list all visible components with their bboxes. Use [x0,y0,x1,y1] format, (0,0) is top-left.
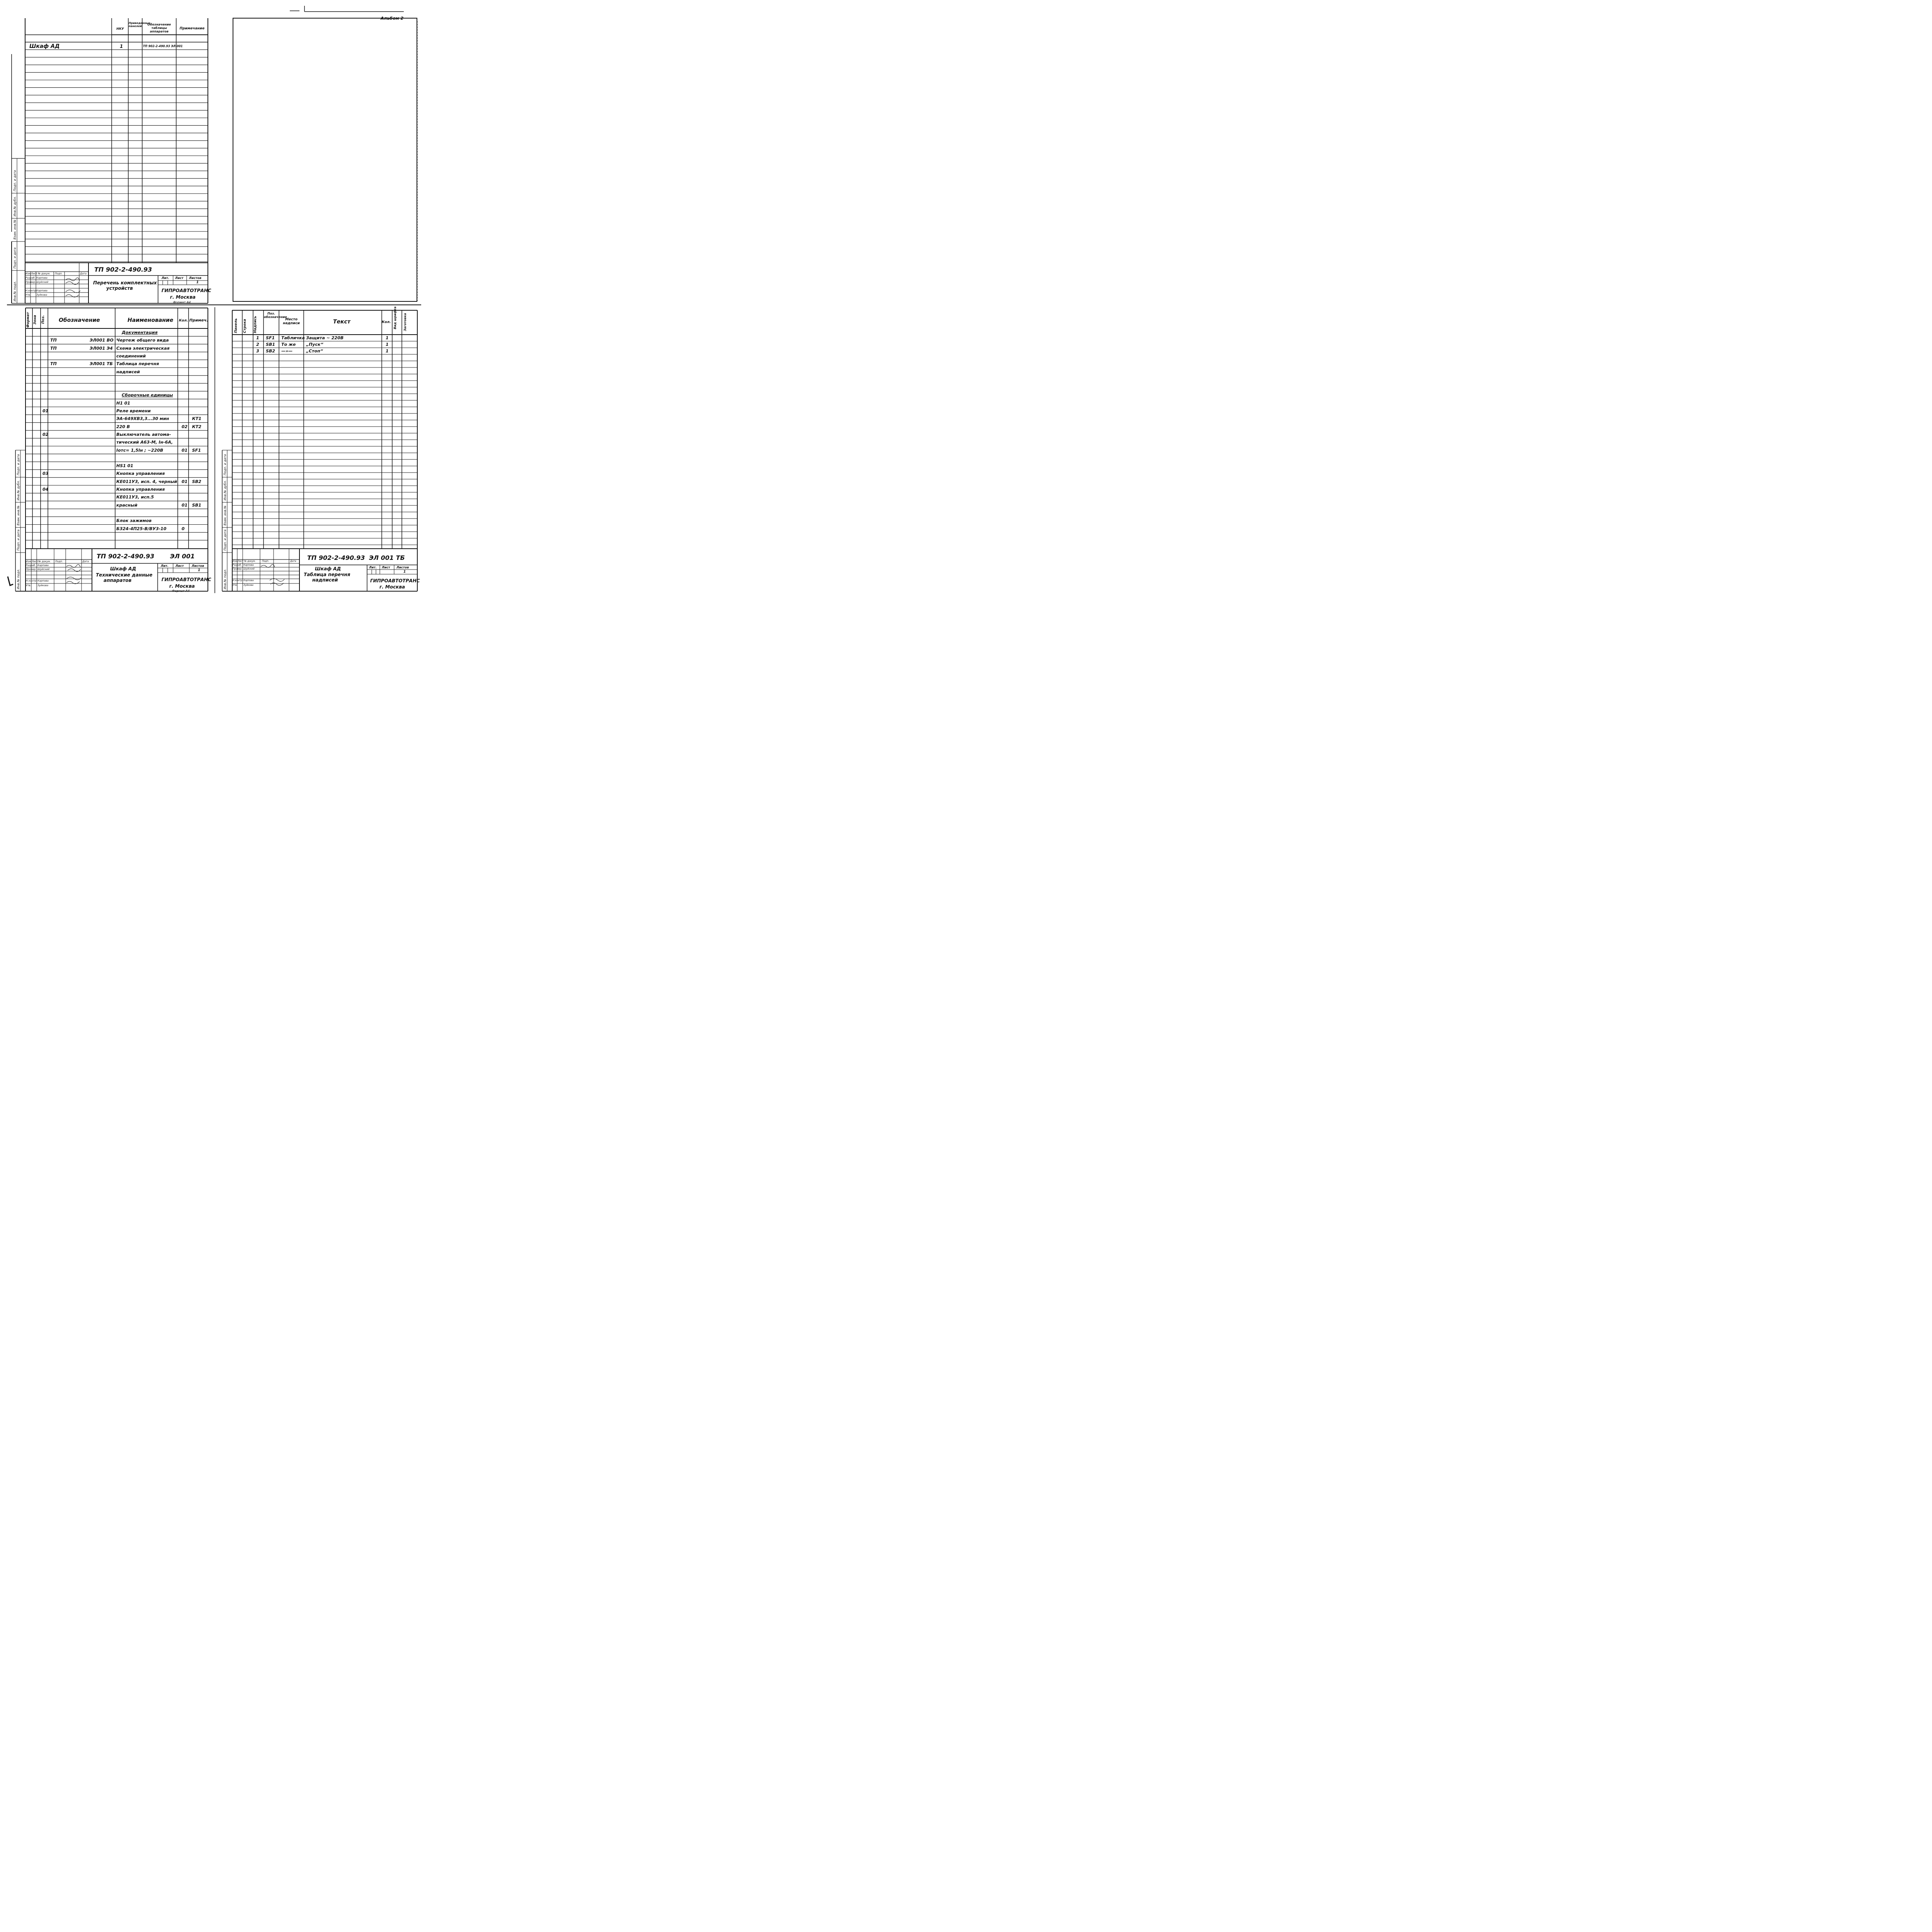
sheet3-cell-pos: 02 [43,432,49,437]
sheet3-stamp-role-4: Н.контр. [26,579,37,582]
sheet1-side-label-1: Инв.№ подл. [13,281,17,301]
sheet3-cell-name: Схема электрическая [116,345,170,351]
sheet1-stamp-city: г. Москва [170,294,196,300]
sheet3-cell-note: SF1 [192,447,201,453]
sheet3-stamp-colhead-list: Лист [32,560,38,563]
sheet1-stamp-role-2: Провер. [26,281,36,284]
sheet3-cell-name: КЕ011У3, исп. 4, черный [116,479,177,484]
sheet4-header-place: Место надписи [283,318,300,325]
sheet4-stamp-colhead-sign: Подп. [262,560,269,563]
sheet3-cell-qty: 02 [182,424,188,429]
sheet3-cell-name: Кнопка управления [116,487,165,492]
sheet1-row-name: Шкаф АД [29,43,60,49]
sheet3-stamp-name-2: Шуйский [37,568,49,571]
sheet4-stamp-lit-label: Лит. [369,566,377,569]
sheet4-cell-qty: 1 [386,335,389,340]
sheet1-stamp-name-2: Шуйский [36,281,48,284]
sheet3-side-label-1: Инв.№ подл. [17,569,20,589]
sheet1-stamp-role-5: Утв. [26,293,31,296]
sheet4-side-label-3: Взам. инв.№ [223,505,227,526]
sheet1-header-designation: Обозначение таблицы аппаратов [147,23,171,34]
sheet1-stamp-org: ГИПРОАВТОТРАНС [162,288,211,293]
sheet4-side-label-1: Инв.№ подл. [223,569,227,589]
sheet3-cell-name: HS1 01 [116,463,133,469]
sheet3-stamp-code2: ЭЛ 001 [170,553,195,560]
sheet1-header-note: Примечание [179,27,205,31]
sheet3-cell-name: красный [116,502,138,508]
sheet4-header-line: Строка [243,319,247,333]
sheet4-cell-pos: SB1 [266,342,275,347]
sheet1-stamp-format: Формат А4 [173,301,191,304]
sheet4-side-label-5: Подп. и дата [223,454,227,475]
sheet1-stamp-sheet-label: Лист [175,276,184,280]
sheet3-cell-qty: 01 [182,447,188,453]
sheet3-stamp-format: Формат А4 [172,589,190,593]
sheet3-header-format: Формат [26,312,30,328]
sheet4-stamp-code: ТП 902-2-490.93 [307,554,365,561]
sheet4-stamp-org: ГИПРОАВТОТРАНС [370,578,420,583]
sheet3-stamp-colhead-izm: Изм [26,560,31,563]
sheet3-header-zone: Зона [33,315,37,325]
sheet1-stamp-colhead-list: Лист [31,272,37,275]
sheet1-side-label-5: Подп. и дата [13,170,17,191]
sheet3-cell-name: 220 В [116,424,130,429]
sheet1-row-designation: ТП 902-2-490.93 ЭЛ.001 [143,44,183,48]
sheet3-cell-pos: 03 [43,471,49,476]
sheet3-cell-prefix: ТП [50,345,57,351]
sheet3-stamp-colhead-sign: Подп. [55,560,63,563]
sheet1-stamp-title-line1: Перечень комплектных [93,280,157,286]
sheet4-cell-pos: SB2 [266,349,275,354]
sheet4-stamp-role-4: Н.контр. [233,579,243,582]
sheet3-stamp-sheets-label: Листов [192,564,204,568]
sheet4-cell-text: Защита ~ 220В [306,335,344,340]
sheet4-cell-inscription: 3 [256,349,259,354]
sheet4-header-blank: Заготовка [403,313,407,331]
sheet4-stamp-role-1: Разраб. [233,564,242,566]
sheet4-header-pos-designation: Поз. обозначение [264,312,287,319]
sheet1-stamp-name-4: Карпова [36,289,48,292]
sheet3-stamp-sheet-label: Лист [175,564,184,568]
sheet4-stamp-name-4: Карпова [243,579,254,582]
sheet3-cell-qty: 01 [182,502,188,508]
sheet4-header-text: Текст [333,319,350,325]
sheet3-header-pos: Поз. [41,315,45,324]
sheet3-header-qty: Кол. [179,319,188,323]
sheet3-cell-qty: 0 [182,526,185,531]
sheet1-stamp-colhead-sign: Подп. [55,272,63,275]
sheet3-cell-qty: 01 [182,479,188,484]
sheet3-cell-name: надписей [116,369,140,374]
sheet3-cell-pos: 04 [43,487,49,492]
sheet3-stamp-title-line1: Шкаф АД [110,566,136,571]
sheet4-stamp-colhead-izm: Изм [233,560,238,563]
sheet4-cell-inscription: 2 [256,342,259,347]
sheet1-stamp-name-5: Зуйкова [36,293,47,296]
sheet3-stamp-role-2: Провер. [26,568,37,571]
sheet4-cell-place: Табличка [281,335,305,340]
sheet4-stamp-city: г. Москва [379,584,405,590]
sheet4-stamp-sheet-value: 1 [403,570,406,574]
sheet3-stamp-colhead-doc: № докум. [38,560,51,563]
sheet1-stamp-colhead-izm: Изм [26,272,31,275]
sheet3-stamp-city: г. Москва [169,583,195,589]
sheet4-stamp-title-line1: Шкаф АД [315,566,341,571]
sheet3-stamp-name-4: Карпова [37,579,49,582]
sheet3-stamp-lit-label: Лит. [161,564,168,568]
sheet4-stamp-sheets-label: Листов [396,566,409,569]
sheet3-cell-name: Реле времени [116,408,151,413]
sheet3-side-label-2: Подп. и дата [17,529,20,551]
sheet4-stamp-name-2: Шуйский [243,568,255,570]
sheet3-cell-name: Блок зажимов [116,518,152,524]
sheet4-stamp-title-line2: Таблица перечня [304,572,350,577]
sheet3-stamp-name-1: Карпова [37,564,49,567]
sheet1-stamp-title-line2: устройств [106,286,133,291]
sheet3-header-note: Примеч. [189,318,208,323]
sheet4-cell-qty: 1 [386,349,389,354]
sheet3-cell-name: БЗ24-4П25-В/ВУ3-10 [116,526,167,531]
sheet4-cell-text: „Пуск“ [306,342,323,347]
sheet4-stamp-code2: ЭЛ 001 ТБ [369,554,405,561]
sheet3-cell-name: Кнопка управления [116,471,165,476]
sheet4-stamp-name-5: Зуйкова [243,584,253,587]
sheet3-cell-code: ЭЛ001 ТБ [90,361,113,367]
sheet4-stamp-colhead-doc: № докум. [244,560,256,563]
sheet4-header-inscription: Надпись [253,316,257,333]
sheet3-side-label-5: Подп. и дата [17,454,20,475]
sheet3-cell-note: SB2 [192,479,201,484]
sheet3-cell-name: Выключатель автома- [116,432,171,437]
sheet3-cell-note: КТ1 [192,416,202,422]
sheet4-header-qty: Кол. [382,320,391,324]
sheet1-stamp-code: ТП 902-2-490.93 [94,266,152,273]
album-label: Альбом 2 [381,16,404,21]
sheet1-stamp-lit-label: Лит. [162,276,169,280]
sheet3-stamp-role-1: Разраб. [26,564,36,567]
sheet4-side-label-2: Подп. и дата [223,529,227,551]
sheet3-cell-name: Документация [122,330,158,335]
sheet3-stamp-org: ГИПРОАВТОТРАНС [162,577,211,582]
sheet1-side-label-3: Взам. инв.№ [13,219,17,240]
sheet3-cell-name: ЭА-649ХВ3,3...30 мин [116,416,169,422]
sheet1-stamp-role-4: Н.контр. [26,289,37,292]
sheet4-stamp-role-2: Провер. [233,568,242,570]
sheet4-cell-inscription: 1 [256,335,259,340]
sheet3-cell-name: Iотс= 1,5Iн ; ~220В [116,447,163,453]
sheet4-stamp-sheet-label: Лист [382,566,390,569]
sheet1-stamp-role-1: Разраб. [26,276,36,279]
sheet1-stamp-colhead-date: Дата [80,272,87,275]
sheet1-stamp-colhead-doc: № докум. [38,272,51,275]
sheet3-cell-name: Н1 01 [116,400,130,406]
sheet1-stamp-sheets-label: Листов [189,276,202,280]
sheet3-cell-name: тический А63-М, Iн-6А, [116,440,173,445]
sheet4-stamp-title-line3: надписей [312,577,338,583]
sheet1-stamp-sheets-value: 1 [196,281,199,284]
sheet1-header-nku: НКУ [116,27,124,31]
sheet3-stamp-title-line3: аппаратов [104,578,132,583]
sheet1-header-panels: Приведенных панелей [129,22,150,28]
sheet1-side-label-2: Подп. и дата [13,247,17,269]
sheet3-cell-name: соединений [116,353,146,359]
sheet3-cell-pos: 01 [43,408,49,413]
sheet3-side-label-4: Инв.№ дубл. [17,480,20,500]
sheet4-header-panel: Панель [234,318,238,333]
sheet3-stamp-title-line2: Технические данные [96,572,153,578]
sheet1-row-count: 1 [120,44,123,49]
sheet1-stamp-name-1: Карпова [36,276,48,279]
sheet3-cell-name: Чертеж общего вида [116,338,169,343]
sheet4-cell-place: —»— [281,349,293,354]
sheet3-header-name: Наименование [128,317,173,323]
sheet4-side-label-4: Инв.№ дубл. [223,480,227,500]
sheet3-header-designation: Обозначение [59,317,100,323]
sheet3-stamp-role-5: Утв. [26,584,31,587]
sheet3-cell-name: Таблица перечня [116,361,159,367]
sheet4-cell-text: „Стоп“ [306,349,323,354]
sheet3-cell-note: КТ2 [192,424,202,429]
sheet4-cell-pos: SF1 [266,335,275,340]
sheet3-cell-code: ЭЛ001 ВО [90,338,114,343]
sheet3-stamp-colhead-date: Дата [82,560,89,563]
sheet3-side-label-3: Взам. инв.№ [17,505,20,526]
sheet3-cell-name: Сборочные единицы [122,393,173,398]
sheet3-cell-code: ЭЛ001 Э4 [90,345,113,351]
sheet3-cell-note: SB1 [192,502,201,508]
sheet4-stamp-grid [0,0,425,598]
sheet1-side-label-4: Инв.№ дубл. [13,196,17,216]
sheet4-cell-place: То же [281,342,296,347]
sheet4-stamp-colhead-list: Лист [238,560,244,563]
sheet4-cell-qty: 1 [386,342,389,347]
sheet4-header-font: Вид шрифта [393,306,397,329]
sheet3-stamp-name-5: Зуйкова [37,584,48,587]
sheet3-cell-prefix: ТП [50,338,57,343]
sheet3-stamp-sheet-value: 1 [198,568,201,572]
sheet3-cell-name: КЕ011У3, исп.5 [116,495,154,500]
sheet4-stamp-colhead-date: Дата [290,560,296,563]
sheet4-stamp-name-1: Карпова [243,564,254,566]
sheet4-stamp-role-5: Утв. [233,584,238,587]
document-page [0,0,425,598]
sheet3-cell-prefix: ТП [50,361,57,367]
sheet3-stamp-code: ТП 902-2-490.93 [97,553,155,560]
